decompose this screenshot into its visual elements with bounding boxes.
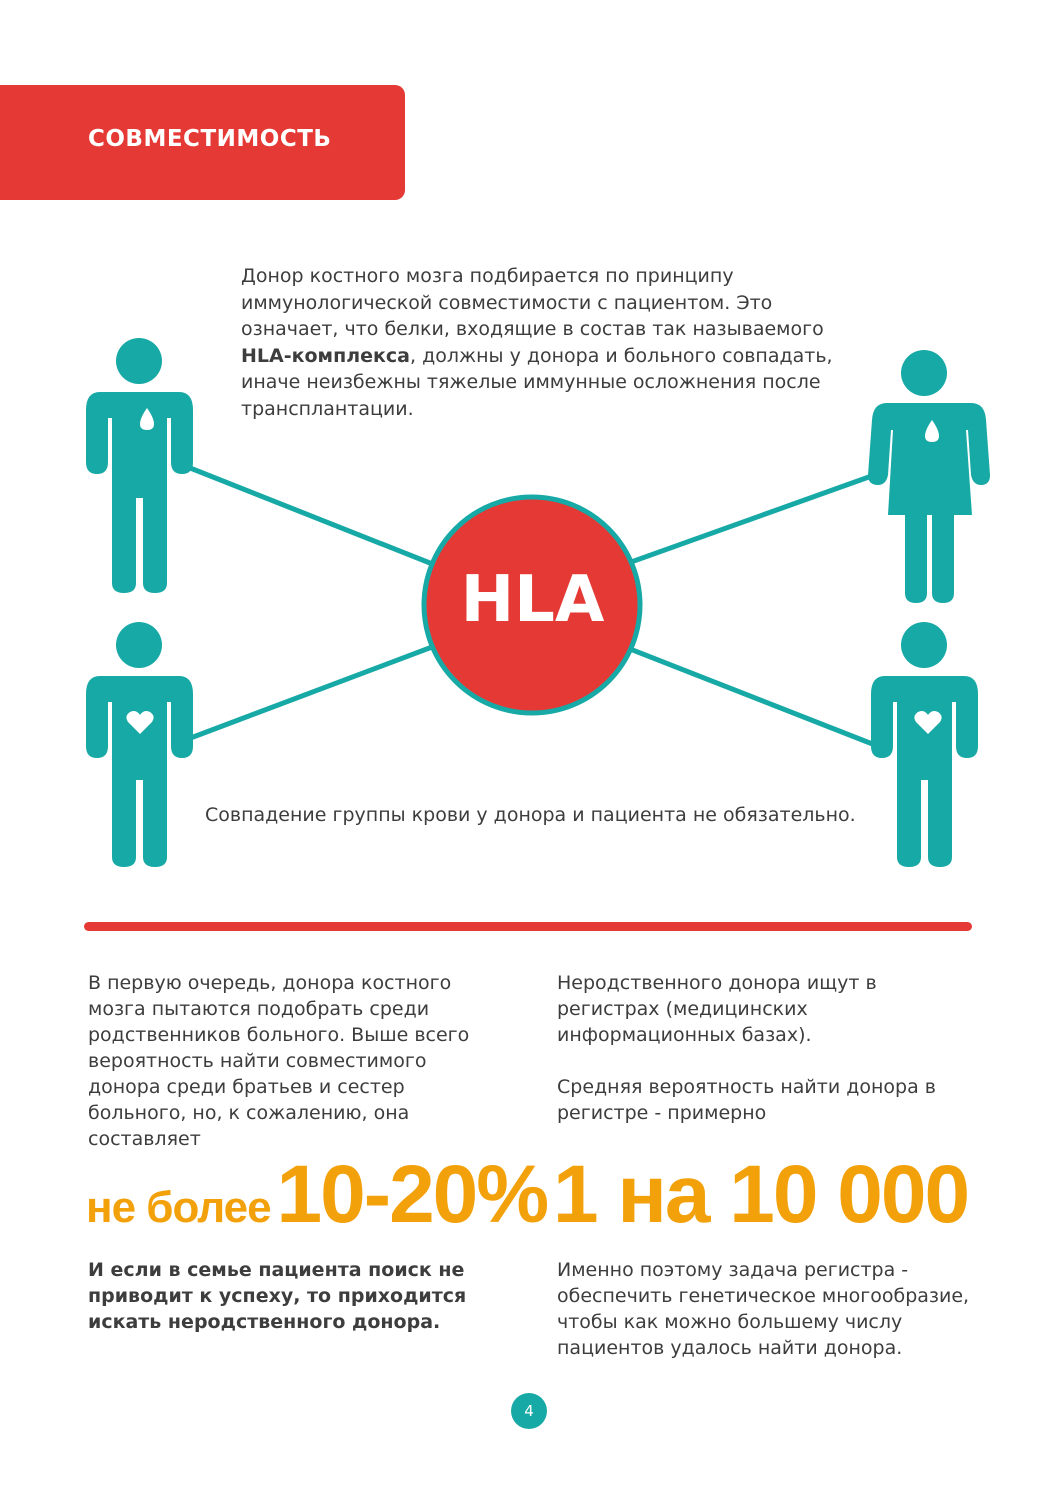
connector-line: [180, 644, 440, 742]
relatives-text: В первую очередь, донора костного мозга пытаются подобрать среди родственников больного. Выше всего вероятность найти совместимого донора среди братьев и сестер больного, но, к сожалению, она составляет: [88, 972, 470, 1150]
male-heart-icon: [871, 622, 978, 867]
intro-text-2: , должны у донора и больного совпадать, иначе неизбежны тяжелые иммунные осложнения после трансплантации.: [241, 344, 833, 420]
intro-text-1: Донор костного мозга подбирается по принципу иммунологической совместимости с пациентом. Это означает, что белки, входящие в состав так называемого: [241, 265, 824, 340]
blood-group-note: Совпадение группы крови у донора и пациента не обязательно.: [205, 804, 856, 826]
female-blood-drop-icon: [868, 350, 990, 603]
relatives-stat-prefix: не более: [86, 1183, 271, 1232]
relatives-stat: [86, 1148, 547, 1242]
intro-bold-term: HLA-комплекса: [241, 344, 410, 367]
section-title: СОВМЕСТИМОСТЬ: [88, 126, 332, 152]
hla-label: HLA: [460, 563, 605, 637]
registry-stat-value: 1 на 10 000: [553, 1149, 969, 1240]
registry-conclusion: Именно поэтому задача регистра - обеспечить генетическое многообразие, чтобы как можно большему числу пациентов удалось найти донора.: [557, 1259, 970, 1359]
relatives-stat-value: 10-20%: [276, 1149, 548, 1240]
page-number-badge: 4: [511, 1393, 547, 1429]
connector-line: [620, 645, 875, 745]
section-divider: [84, 922, 972, 931]
registry-text-2: Средняя вероятность найти донора в регистре - примерно: [557, 1076, 936, 1124]
relatives-paragraph: [88, 970, 498, 1152]
relatives-conclusion: И если в семье пациента поиск не приводит к успеху, то приходится искать неродственного донора.: [88, 1259, 467, 1333]
connector-line: [620, 473, 880, 566]
connector-line: [175, 462, 440, 567]
registry-text-1: Неродственного донора ищут в регистрах (медицинских информационных базах).: [557, 972, 877, 1046]
registry-paragraph: [557, 970, 957, 1126]
male-blood-drop-icon: [86, 338, 193, 593]
male-heart-icon: [86, 622, 193, 867]
